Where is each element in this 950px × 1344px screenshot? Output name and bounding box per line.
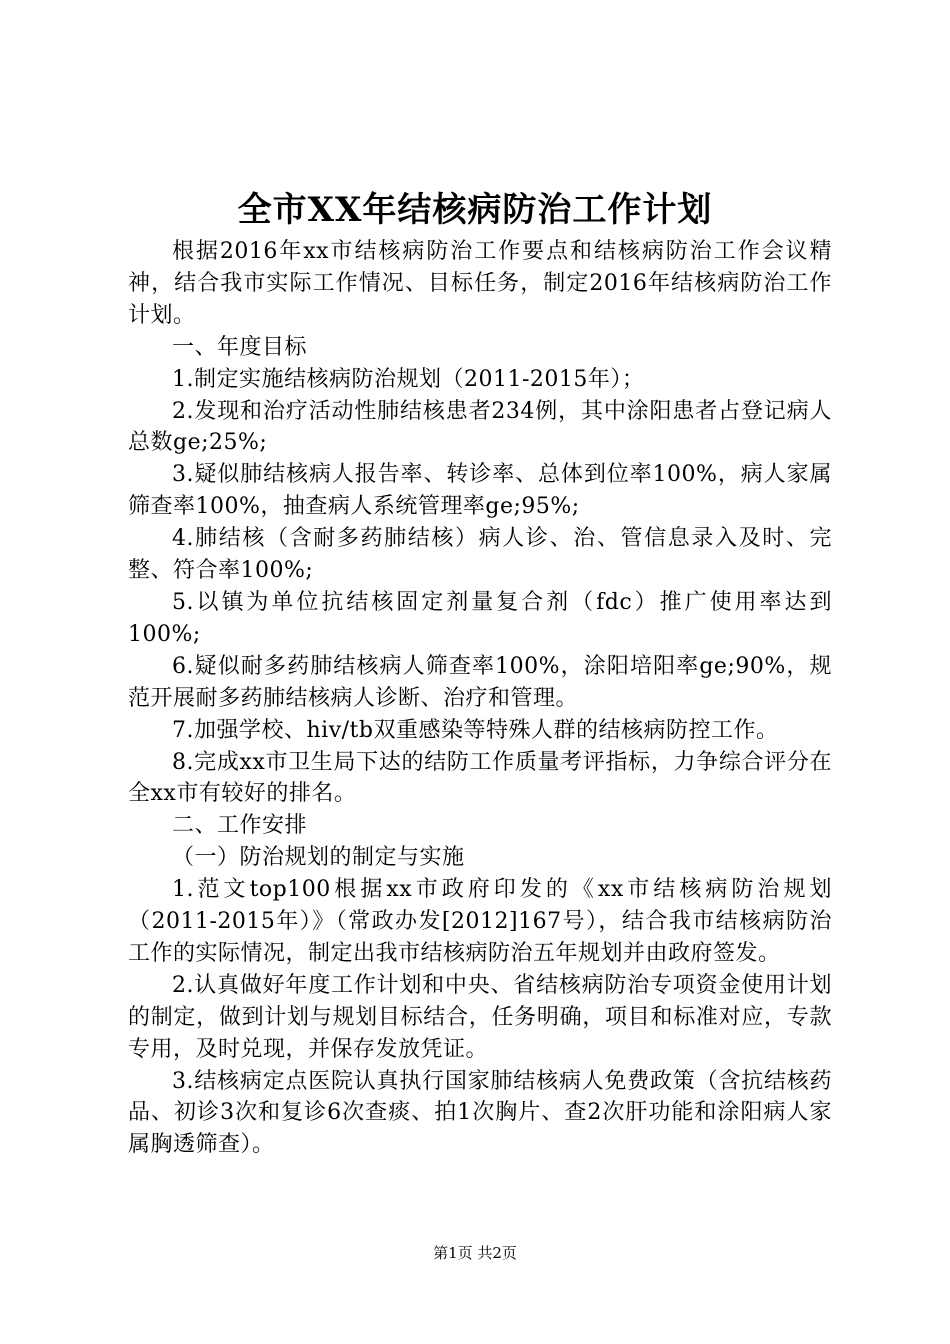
document-body bbox=[128, 236, 832, 1161]
section-heading: 一、年度目标 bbox=[172, 334, 308, 360]
list-item: 2.发现和治疗活动性肺结核患者234例，其中涂阳患者占登记病人总数ge;25%; bbox=[128, 398, 832, 456]
list-item: 4.肺结核（含耐多药肺结核）病人诊、治、管信息录入及时、完整、符合率100%; bbox=[128, 526, 832, 584]
section-heading: 二、工作安排 bbox=[172, 813, 308, 839]
document-title: 全市XX年结核病防治工作计划 bbox=[237, 190, 713, 230]
list-item: 6.疑似耐多药肺结核病人筛查率100%，涂阳培阳率ge;90%，规范开展耐多药肺结核病人诊断、治疗和管理。 bbox=[128, 653, 832, 711]
list-item: 3.疑似肺结核病人报告率、转诊率、总体到位率100%，病人家属筛查率100%，抽查病人系统管理率ge;95%; bbox=[128, 462, 832, 520]
page-footer: 第1页 共2页 bbox=[433, 1244, 517, 1262]
list-item: 1.范文top100根据xx市政府印发的《xx市结核病防治规划（2011-2015年）》（常政办发[2012]167号），结合我市结核病防治工作的实际情况，制定出我市结核病防治五年规划并由政府签发。 bbox=[128, 877, 832, 966]
list-item: 8.完成xx市卫生局下达的结防工作质量考评指标，力争综合评分在全xx市有较好的排名。 bbox=[128, 749, 832, 807]
list-item: 3.结核病定点医院认真执行国家肺结核病人免费政策（含抗结核药品、初诊3次和复诊6次查痰、拍1次胸片、查2次肝功能和涂阳病人家属胸透筛查）。 bbox=[128, 1068, 832, 1158]
paragraph: 根据2016年xx市结核病防治工作要点和结核病防治工作会议精神，结合我市实际工作情况、目标任务，制定2016年结核病防治工作计划。 bbox=[128, 239, 832, 328]
list-item: 7.加强学校、hiv/tb双重感染等特殊人群的结核病防控工作。 bbox=[172, 717, 779, 743]
list-item: 5.以镇为单位抗结核固定剂量复合剂（fdc）推广使用率达到100%; bbox=[128, 589, 832, 647]
list-item: 1.制定实施结核病防治规划（2011-2015年）； bbox=[172, 366, 645, 392]
subsection-heading: （一）防治规划的制定与实施 bbox=[172, 845, 465, 871]
list-item: 2.认真做好年度工作计划和中央、省结核病防治专项资金使用计划的制定，做到计划与规划目标结合，任务明确，项目和标准对应，专款专用，及时兑现，并保存发放凭证。 bbox=[128, 972, 832, 1062]
